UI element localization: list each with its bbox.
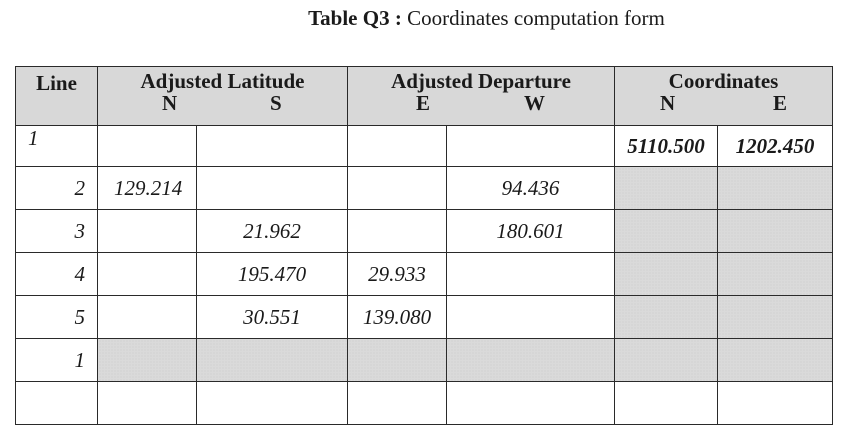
latitude-s-cell[interactable] [197, 382, 348, 425]
line-number: 4 [16, 253, 98, 296]
departure-w-cell [447, 339, 615, 382]
latitude-n-cell[interactable] [98, 296, 197, 339]
coordinate-e-cell[interactable] [718, 296, 833, 339]
header-latitude-title: Adjusted Latitude [140, 69, 305, 93]
latitude-s-cell[interactable] [197, 167, 348, 210]
table-caption [0, 6, 853, 31]
line-number: 1 [16, 126, 98, 167]
header-departure-w: W [524, 91, 545, 115]
departure-w-cell[interactable] [447, 296, 615, 339]
coordinate-n-cell: 5110.500 [615, 126, 718, 167]
latitude-s-cell[interactable] [197, 126, 348, 167]
coordinate-e-cell[interactable] [718, 253, 833, 296]
header-latitude-n: N [162, 91, 178, 115]
departure-w-cell[interactable] [447, 382, 615, 425]
coordinate-e-cell[interactable] [718, 382, 833, 425]
departure-e-cell[interactable] [348, 167, 447, 210]
departure-e-cell[interactable] [348, 382, 447, 425]
departure-w-cell[interactable] [447, 253, 615, 296]
latitude-n-cell[interactable] [98, 253, 197, 296]
coordinate-e-cell: 1202.450 [718, 126, 833, 167]
departure-w-cell[interactable]: 180.601 [447, 210, 615, 253]
coordinate-n-cell[interactable] [615, 339, 718, 382]
departure-e-cell [348, 339, 447, 382]
line-number: 2 [16, 167, 98, 210]
latitude-s-cell[interactable]: 195.470 [197, 253, 348, 296]
line-number [16, 382, 98, 425]
latitude-s-cell[interactable]: 30.551 [197, 296, 348, 339]
latitude-n-cell[interactable]: 129.214 [98, 167, 197, 210]
header-coordinates-n: N [660, 91, 676, 115]
coordinate-n-cell[interactable] [615, 210, 718, 253]
latitude-s-cell [197, 339, 348, 382]
table-row [16, 210, 833, 253]
header-adjusted-departure [348, 67, 615, 126]
coordinate-e-cell[interactable] [718, 210, 833, 253]
latitude-n-cell[interactable] [98, 210, 197, 253]
table-row [16, 126, 833, 167]
header-latitude-s: S [270, 91, 282, 115]
coordinates-table [15, 66, 833, 425]
table-row [16, 167, 833, 210]
header-line: Line [16, 67, 98, 126]
table-row [16, 339, 833, 382]
caption-label: Table Q3 : [308, 6, 402, 30]
departure-w-cell[interactable] [447, 126, 615, 167]
line-number: 5 [16, 296, 98, 339]
header-departure-title: Adjusted Departure [391, 69, 571, 93]
line-number: 3 [16, 210, 98, 253]
table-row [16, 296, 833, 339]
coordinate-n-cell[interactable] [615, 296, 718, 339]
latitude-n-cell[interactable] [98, 382, 197, 425]
coordinate-e-cell[interactable] [718, 339, 833, 382]
line-number: 1 [16, 339, 98, 382]
departure-e-cell[interactable]: 139.080 [348, 296, 447, 339]
departure-e-cell[interactable] [348, 126, 447, 167]
latitude-n-cell[interactable] [98, 126, 197, 167]
header-coordinates-title: Coordinates [668, 69, 779, 93]
departure-e-cell[interactable] [348, 210, 447, 253]
coordinate-n-cell[interactable] [615, 167, 718, 210]
table-row [16, 253, 833, 296]
coordinate-n-cell[interactable] [615, 382, 718, 425]
caption-title: Coordinates computation form [401, 6, 665, 30]
departure-e-cell[interactable]: 29.933 [348, 253, 447, 296]
latitude-s-cell[interactable]: 21.962 [197, 210, 348, 253]
header-adjusted-latitude [98, 67, 348, 126]
header-departure-e: E [416, 91, 431, 115]
header-coordinates-e: E [773, 91, 788, 115]
coordinate-n-cell[interactable] [615, 253, 718, 296]
header-coordinates [615, 67, 833, 126]
table-row [16, 382, 833, 425]
departure-w-cell[interactable]: 94.436 [447, 167, 615, 210]
header-row [16, 67, 833, 126]
latitude-n-cell [98, 339, 197, 382]
coordinate-e-cell[interactable] [718, 167, 833, 210]
